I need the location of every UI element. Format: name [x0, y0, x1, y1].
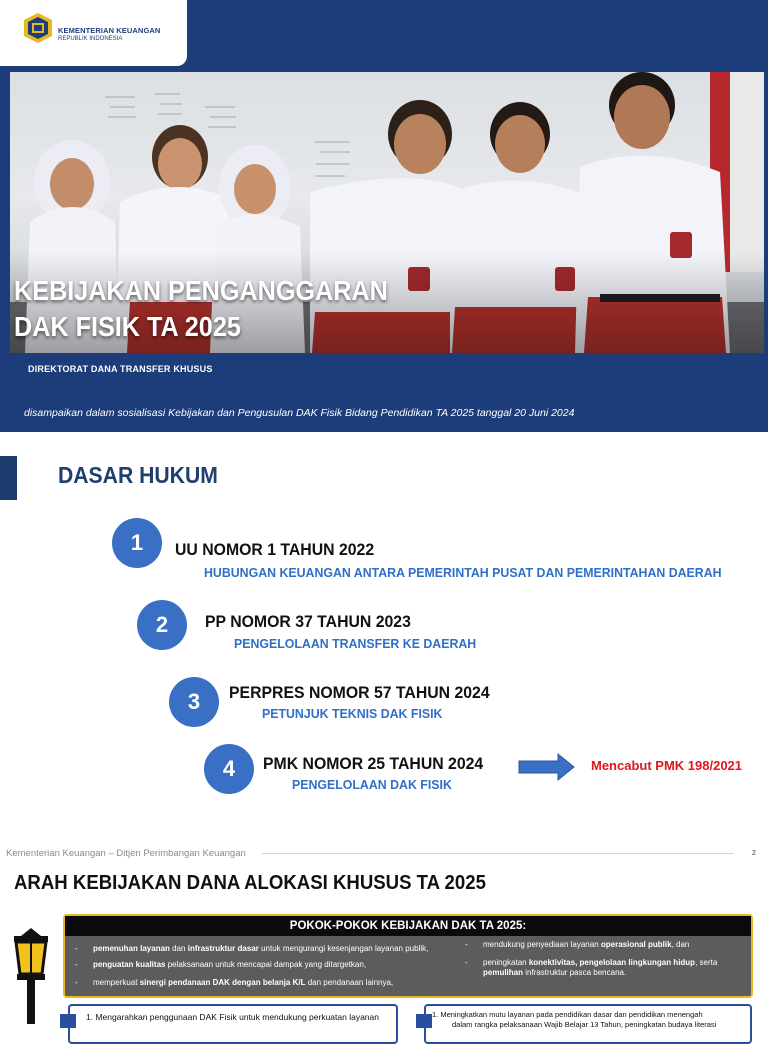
bullet-dash: - — [75, 978, 78, 987]
bullet-dash: - — [75, 960, 78, 969]
cover-title-line2: DAK FISIK TA 2025 — [14, 311, 241, 342]
logo-title: KEMENTERIAN KEUANGAN — [58, 26, 161, 35]
bullet-dash: - — [465, 958, 468, 967]
slide-title: DASAR HUKUM — [58, 462, 218, 488]
cover-slide — [0, 0, 768, 432]
law-name-2: PP NOMOR 37 TAHUN 2023 — [205, 612, 411, 631]
policy-point-bold: sinergi pendanaan DAK dengan belanja K/L — [139, 978, 306, 987]
presentation-note: disampaikan dalam sosialisasi Kebijakan dan Pengusulan DAK Fisik Bidang Pendidikan TA 2025 tanggal 20 Juni 2024 — [24, 407, 575, 419]
ministry-emblem-icon — [22, 12, 54, 44]
policy-point-text: dan pendanaan lainnya, — [305, 978, 394, 987]
title-accent-bar — [0, 456, 17, 500]
policy-point-text: , serta — [695, 958, 718, 967]
ministry-logo — [0, 0, 187, 66]
policy-point-right-2 — [483, 958, 748, 978]
revocation-note: Mencabut PMK 198/2021 — [591, 758, 743, 773]
law-name-3: PERPRES NOMOR 57 TAHUN 2024 — [229, 683, 490, 702]
law-name-4: PMK NOMOR 25 TAHUN 2024 — [263, 754, 484, 773]
policy-points-header: POKOK-POKOK KEBIJAKAN DAK TA 2025: — [65, 916, 751, 936]
policy-detail-right-2: dalam rangka pelaksanaan Wajib Belajar 13 Tahun, peningkatan budaya literasi — [452, 1020, 717, 1029]
slide-title: ARAH KEBIJAKAN DANA ALOKASI KHUSUS TA 2025 — [14, 872, 486, 894]
box-tab-marker — [60, 1014, 76, 1028]
policy-point-bold: pemulihan — [483, 968, 524, 977]
law-number-badge-3: 3 — [169, 677, 219, 727]
legal-basis-slide — [0, 432, 768, 864]
law-description-1: HUBUNGAN KEUANGAN ANTARA PEMERINTAH PUSAT DAN PEMERINTAHAN DAERAH — [204, 565, 722, 580]
logo-subtitle: REPUBLIK INDONESIA — [58, 36, 123, 42]
policy-point-text: peningkatan — [483, 958, 529, 967]
bullet-dash: - — [75, 944, 78, 953]
law-number-badge-4: 4 — [204, 744, 254, 794]
policy-point-bold: penguatan kualitas — [93, 960, 166, 969]
policy-point-text: memperkuat — [93, 978, 140, 987]
law-number-badge-2: 2 — [137, 600, 187, 650]
policy-point-bold: pemenuhan layanan — [93, 944, 170, 953]
cover-title-line1: KEBIJAKAN PENGANGGARAN — [14, 275, 388, 306]
policy-point-text: infrastruktur pasca bencana. — [523, 968, 627, 977]
slide-footer: Kementerian Keuangan – Ditjen Perimbangan Keuangan — [6, 848, 246, 859]
policy-points-box — [63, 914, 753, 998]
policy-point-text: dan — [169, 944, 188, 953]
law-description-4: PENGELOLAAN DAK FISIK — [292, 777, 452, 792]
box-tab-marker — [416, 1014, 432, 1028]
cover-title — [14, 273, 388, 345]
policy-point-bold: operasional publik — [600, 940, 672, 949]
law-description-3: PETUNJUK TEKNIS DAK FISIK — [262, 706, 443, 721]
policy-detail-left-1: 1. Mengarahkan penggunaan DAK Fisik untuk mendukung perkuatan layanan — [86, 1012, 379, 1022]
law-number-badge-1: 1 — [112, 518, 162, 568]
policy-point-bold: infrastruktur dasar — [187, 944, 259, 953]
policy-detail-right-1: 1. Meningkatkan mutu layanan pada pendidikan dasar dan pendidikan menengah — [432, 1010, 703, 1019]
policy-point-text: untuk mengurangi kesenjangan layanan publik, — [258, 944, 429, 953]
policy-point-bold: konektivitas, pengelolaan lingkungan hidup — [528, 958, 696, 967]
policy-point-right-1 — [483, 940, 689, 950]
bullet-dash: - — [465, 940, 468, 949]
policy-detail-box-left — [68, 1004, 398, 1044]
policy-direction-slide — [0, 864, 768, 1029]
law-description-2: PENGELOLAAN TRANSFER KE DAERAH — [234, 636, 477, 651]
policy-point-left-2 — [93, 960, 366, 970]
law-name-1: UU NOMOR 1 TAHUN 2022 — [175, 540, 375, 559]
policy-point-text: mendukung penyediaan layanan — [483, 940, 601, 949]
arrow-right-icon — [518, 753, 576, 781]
policy-point-text: , dan — [671, 940, 690, 949]
lamp-icon — [8, 928, 54, 1024]
policy-point-text: pelaksanaan untuk mencapai dampak yang ditargetkan, — [165, 960, 367, 969]
footer-divider — [262, 853, 734, 854]
policy-point-left-1 — [93, 944, 428, 954]
policy-point-left-3 — [93, 978, 393, 988]
directorate-label: DIREKTORAT DANA TRANSFER KHUSUS — [28, 364, 213, 374]
page-number: 2 — [752, 850, 756, 857]
